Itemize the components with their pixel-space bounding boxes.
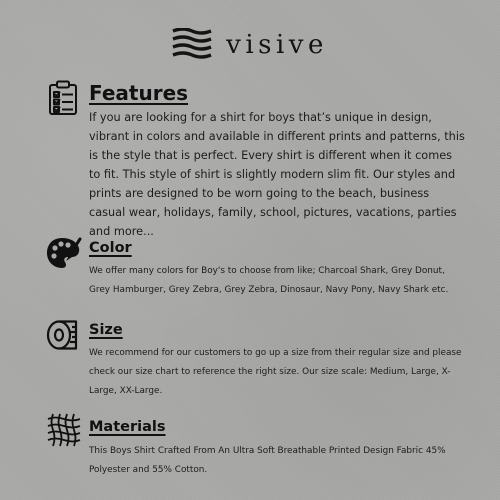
brand-name: visive [226,30,328,60]
tape-measure-icon [46,319,80,351]
materials-body: This Boys Shirt Crafted From An Ultra Soft Breathable Printed Design Fabric 45% Polyester and 55% Cotton. [89,446,446,475]
size-title: Size [89,322,123,338]
size-body: We recommend for our customers to go up a size from their regular size and please check our size chart to reference the right size. Our size scale: Medium, Large, X-Large, XX-Large. [89,348,462,396]
materials-title: Materials [89,419,166,435]
wave-stripes-icon [172,28,212,62]
fabric-weave-icon [46,413,82,447]
features-title: Features [89,81,189,105]
color-title: Color [89,240,132,256]
color-body: We offer many colors for Boy's to choose from like; Charcoal Shark, Grey Donut, Grey Hamburger, Grey Zebra, Grey Zebra, Dinosaur, Navy Pony, Navy Shark etc. [89,266,449,295]
clipboard-checklist-icon [46,80,80,116]
paint-palette-icon [46,236,82,270]
brand-logo [0,27,500,63]
features-body: If you are looking for a shirt for boys that’s unique in design, vibrant in colors and available in different prints and patterns, this is the style that is perfect. Every shirt is different when it comes to fit. This style of shirt is slightly modern slim fit. Our styles and prints are designed to be worn going to the beach, business casual wear, holidays, family, school, pictures, vacations, parties and more... [89,111,465,238]
